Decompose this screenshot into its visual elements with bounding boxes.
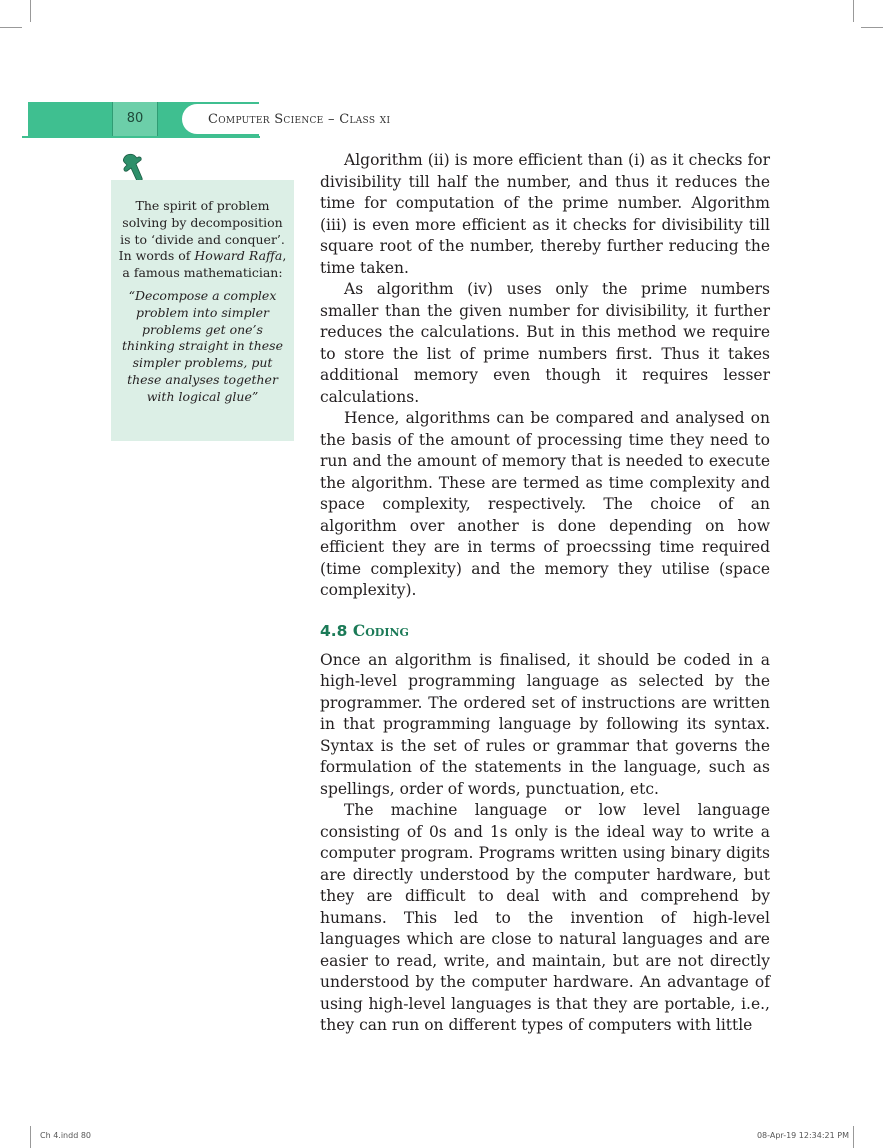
crop-mark-bottom-right	[853, 1126, 854, 1148]
main-text	[320, 150, 770, 1037]
section-heading	[320, 620, 770, 642]
section-number: 4.8	[320, 621, 348, 640]
crop-mark-top-left-h	[0, 27, 22, 28]
page-number: 80	[112, 102, 158, 136]
sidebar-note	[111, 180, 294, 441]
paragraph-complexity: Hence, algorithms can be compared and analysed on the basis of the amount of processing time they need to run and the amount of memory that is needed to execute the algorithm. These are termed as time complexity and space complexity, respectively. The choice of an algorithm over another is done depending on how efficient they are in terms of proecssing time required (time complexity) and the memory they utilise (space complexity).	[320, 409, 770, 599]
sidebar-intro	[117, 198, 288, 282]
sidebar-intro-part1: The spirit of problem solving by decomposition is to ‘divide and conquer’. In words of	[118, 198, 285, 264]
paragraph-machine-language: The machine language or low level language consisting of 0s and 1s only is the ideal way to write a computer program. Programs written using binary digits are directly understood by the computer hardware, but they are difficult to deal with and comprehend by humans. This led to the invention of high-level languages which are close to natural languages and are easier to read, write, and maintain, but are not directly understood by the computer hardware. An advantage of using high-level languages is that they are portable, i.e., they can run on different types of computers with little	[320, 801, 770, 1034]
paragraph-coding: Once an algorithm is finalised, it should be coded in a high-level programming language as selected by the programmer. The ordered set of instructions are written in that programming language by following its syntax. Syntax is the set of rules or grammar that governs the formulation of the statements in the language, such as spellings, order of words, punctuation, etc.	[320, 650, 770, 798]
sidebar-quote: “Decompose a complex problem into simpler problems get one’s thinking straight in these simpler problems, put these analyses together with logical glue”	[122, 287, 283, 404]
footer-timestamp: 08-Apr-19 12:34:21 PM	[756, 1131, 849, 1140]
paragraph-algorithm-efficiency: Algorithm (ii) is more efficient than (i) as it checks for divisibility till half the number, and thus it reduces the time for computation of the prime number. Algorithm (iii) is even more efficient as it checks for divisibility till square root of the number, thereby further reducing the time taken.	[320, 151, 770, 277]
header-underline	[22, 136, 260, 138]
crop-mark-top-right	[853, 0, 854, 22]
crop-mark-top-left	[30, 0, 31, 22]
section-title: Coding	[352, 620, 409, 640]
paragraph-prime-numbers: As algorithm (iv) uses only the prime numbers smaller than the given number for divisibility, it further reduces the calculations. But in this method we require to store the list of prime numbers first. Thus it takes additional memory even though it requires lesser calculations.	[320, 280, 770, 406]
crop-mark-top-right-h	[861, 27, 883, 28]
crop-mark-bottom-left	[30, 1126, 31, 1148]
sidebar-intro-part2: , a famous mathematician:	[122, 248, 287, 281]
footer-file-label: Ch 4.indd 80	[40, 1131, 92, 1140]
running-title: Computer Science – Class xi	[208, 112, 391, 127]
sidebar-person: Howard Raffa	[194, 248, 283, 264]
